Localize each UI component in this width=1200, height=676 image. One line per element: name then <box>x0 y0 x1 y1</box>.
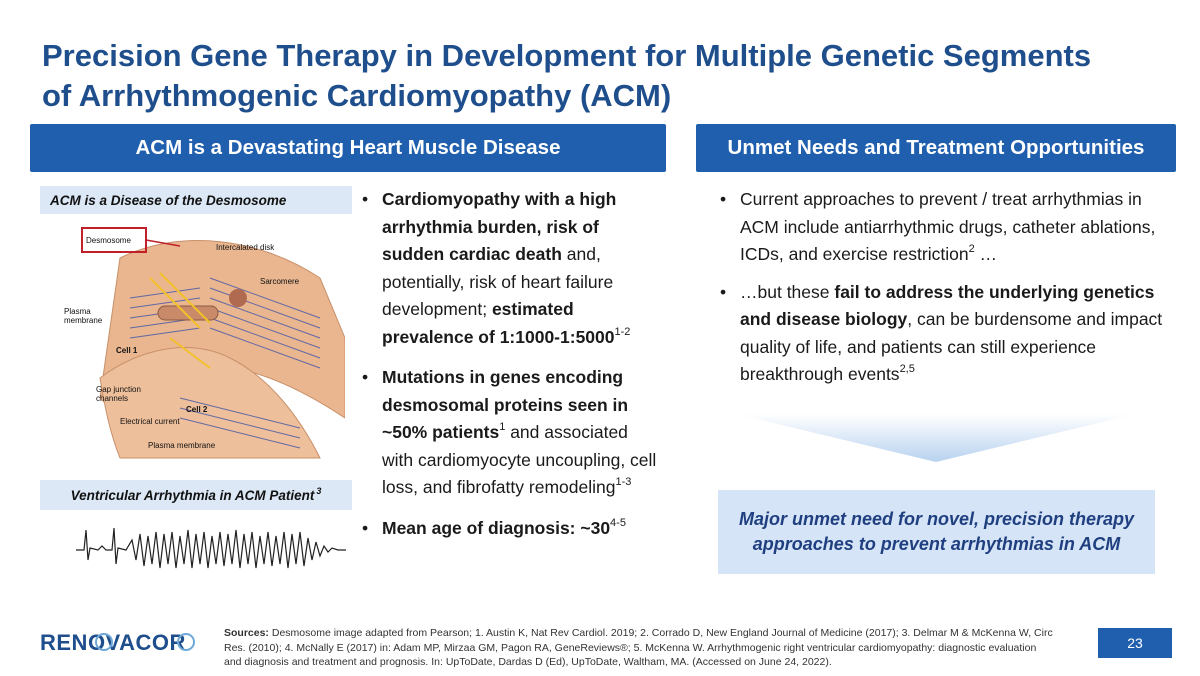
logo-text: RENOVACOR <box>40 630 186 655</box>
slide-title <box>42 36 1172 116</box>
bullet-cardiomyopathy: • Cardiomyopathy with a high arrhythmia burden, risk of sudden cardiac death and, potentially, risk of heart failure development; estimated prevalence of 1:1000-1:5000$^{1-2}$ <box>362 186 662 351</box>
diagram-label-plasma-membrane: Plasma membrane <box>148 441 216 450</box>
ecg-tracing <box>76 520 346 580</box>
desmosome-diagram <box>60 218 345 468</box>
diagram-label-cell-1: Cell 1 <box>116 346 138 355</box>
diagram-label-desmosome: Desmosome <box>86 236 131 245</box>
diagram-label-intercalated-disk: Intercalated disk <box>216 243 275 252</box>
diagram-label-electrical-current: Electrical current <box>120 417 180 426</box>
ventricular-arrhythmia-label <box>40 480 352 510</box>
title-line-2: of Arrhythmogenic Cardiomyopathy (ACM) <box>42 78 672 113</box>
diagram-label-plasma-1: Plasma <box>64 307 91 316</box>
bullet-mean-age: • Mean age of diagnosis: ~30$^{4-5}$ <box>362 515 662 543</box>
down-arrow-shape <box>736 414 1136 462</box>
diagram-label-gap-junction-2: channels <box>96 394 129 403</box>
title-line-1: Precision Gene Therapy in Development for Multiple Genetic Segments <box>42 38 1092 73</box>
left-section-header: ACM is a Devastating Heart Muscle Disease <box>30 124 666 172</box>
va-label-sup: 3 <box>316 486 322 496</box>
unmet-need-callout: Major unmet need for novel, precision therapy approaches to prevent arrhythmias in ACM <box>718 490 1155 574</box>
bullet-current-approaches: • Current approaches to prevent / treat arrhythmias in ACM include antiarrhythmic drugs, catheter ablations, ICDs, and exercise restriction$^2$ … <box>720 186 1170 269</box>
right-section-header: Unmet Needs and Treatment Opportunities <box>696 124 1176 172</box>
va-label-text: Ventricular Arrhythmia in ACM Patient <box>70 487 315 503</box>
diagram-label-cell-2: Cell 2 <box>186 405 208 414</box>
diagram-label-sarcomere: Sarcomere <box>260 277 300 286</box>
page-number: 23 <box>1098 628 1172 658</box>
diagram-label-gap-junction-1: Gap junction <box>96 385 141 394</box>
renovacor-logo <box>40 628 210 656</box>
bullet-fail-to-address: • …but these fail to address the underlying genetics and disease biology, can be burdensome and impact quality of life, and patients can still experience breakthrough events$^{2,5}$ <box>720 279 1170 389</box>
bullet-mutations: • Mutations in genes encoding desmosomal proteins seen in ~50% patients$^1$ and associated with cardiomyocyte uncoupling, cell loss, and fibrofatty remodeling$^{1-3}$ <box>362 364 662 502</box>
diagram-label-plasma-2: membrane <box>64 316 103 325</box>
sources-footnote: Sources: Desmosome image adapted from Pearson; 1. Austin K, Nat Rev Cardiol. 2019; 2. Corrado D, New England Journal of Medicine (2017); 3. Delmar M & McKenna W, Circ Res. (2010); 4. McNally E (2017) in: Adam MP, Mirzaa GM, Pagon RA, GeneReviews®; 5. McKenna W. Arrhythmogenic right ventricular cardiomyopathy: diagnostic evaluation and diagnosis and treatment and prognosis. In: UpToDate, Dardas D (Ed), UpToDate, Waltham, MA. (Accessed on June 24, 2022). <box>224 627 1053 668</box>
right-bullet-list <box>720 186 1170 399</box>
desmosome-label: ACM is a Disease of the Desmosome <box>40 186 352 214</box>
middle-bullet-list <box>362 186 662 555</box>
